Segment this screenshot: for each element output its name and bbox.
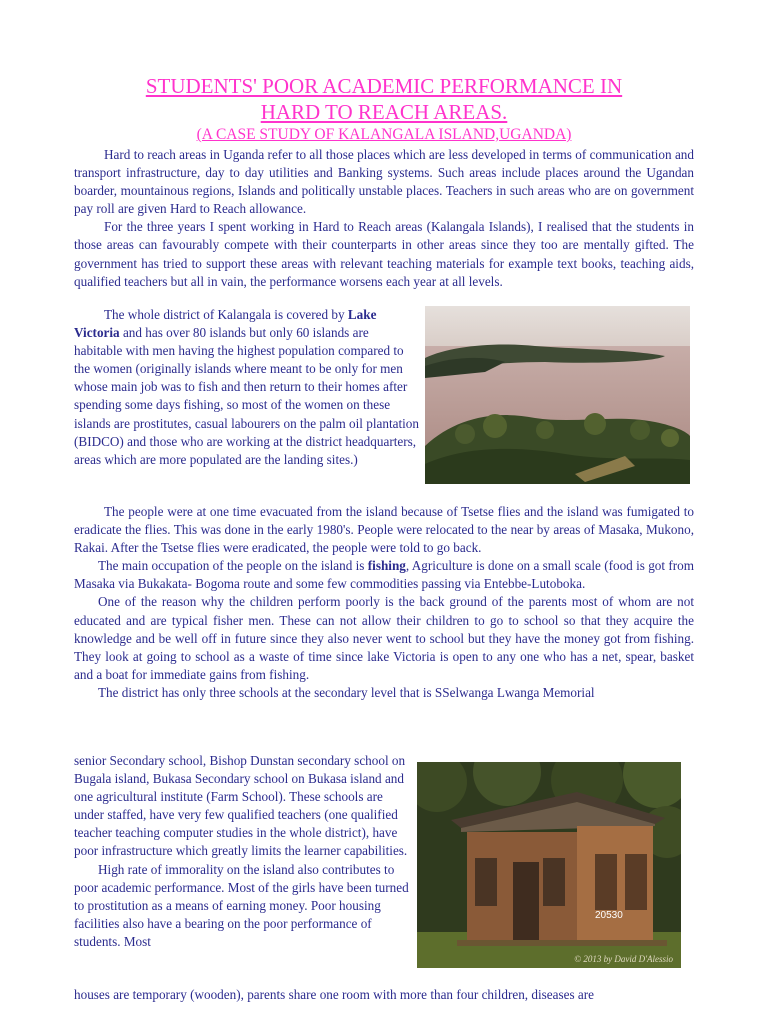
paragraph-8-last-line: houses are temporary (wooden), parents share one room with more than four children, diseases are <box>74 987 594 1002</box>
paragraph-8: High rate of immorality on the island also contributes to poor academic performance. Most of the girls have been turned to prostitution as a means of earning money. Poor housing facilities also have a bearing on the poor performance of students. Most <box>74 861 409 949</box>
final-line-block <box>74 986 694 1004</box>
hut-number: 20530 <box>595 910 623 921</box>
paragraph-2: For the three years I spent working in Hard to Reach areas (Kalangala Islands), I realised that the students in those areas can favourably compete with their counterparts in other areas since they too are mentally gifted. The government has tried to support these areas with relevant teaching materials for example text books, teaching aids, qualified teachers but all in vain, the performance worsens each year at all levels. <box>74 219 694 289</box>
fishing-bold: fishing <box>367 558 406 574</box>
hut-photo-watermark: © 2013 by David D'Alessio <box>574 954 673 964</box>
lake-victoria-bold: Lake Victoria <box>74 307 377 341</box>
paragraph-5-rest: , Agriculture is done on a small scale (food is got from Masaka via Bukakata- Bogoma route and some few commodities passing via Entebbe-Lutoboka. <box>74 558 694 592</box>
title-line-2: HARD TO REACH AREAS. <box>260 100 508 124</box>
paragraph-1: Hard to reach areas in Uganda refer to all those places which are less developed in terms of communication and transport infrastructure, day to day utilities and Banking systems. Such areas include places around the Ugandan boarder, mountainous regions, Islands and politically unstable places. Teachers in such areas who are on government pay roll are given Hard to Reach allowance. <box>74 147 694 217</box>
intro-block <box>74 146 694 291</box>
subtitle: (A CASE STUDY OF KALANGALA ISLAND,UGANDA) <box>196 126 572 143</box>
paragraph-5-lead: The main occupation of the people on the island is <box>98 558 368 574</box>
paragraph-3-lead: The whole district of Kalangala is covered by <box>104 307 348 322</box>
paragraph-3 <box>74 306 420 469</box>
paragraph-4: The people were at one time evacuated from the island because of Tsetse flies and the island was fumigated to eradicate the flies. This was done in the early 1980's. People were relocated to the near by areas of Masaka, Mukono, Rakai. After the Tsetse flies were eradicated, the people were told to go back. <box>74 504 694 556</box>
lower-side-block <box>74 752 414 951</box>
paragraph-5 <box>74 557 694 593</box>
paragraph-6: One of the reason why the children perform poorly is the back ground of the parents most of whom are not educated and are typical fisher men. These can not allow their children to go to school so that they acquire the knowledge and be well off in future since they also never went to school but they have the money got from fishing. They look at going to school as a waste of time since lake Victoria is open to any one who has a net, spear, basket and a boat for immediate gains from fishing. <box>74 594 694 682</box>
middle-block <box>74 503 694 702</box>
paragraph-3-block <box>74 306 420 469</box>
hut-photo <box>417 762 681 968</box>
paragraph-7: senior Secondary school, Bishop Dunstan secondary school on Bugala island, Bukasa Secondary school on Bukasa island and one agricultural institute (Farm School). These schools are under staffed, have very few qualified teachers (one qualified teacher teaching computer studies in the whole district), have poor infrastructure which greatly limits the learner capabilities. <box>74 753 408 859</box>
lake-photo <box>425 306 690 484</box>
title-line-1: STUDENTS' POOR ACADEMIC PERFORMANCE IN <box>145 74 623 98</box>
paragraph-7-first-line: The district has only three schools at the secondary level that is SSelwanga Lwanga Memorial <box>98 684 595 700</box>
paragraph-3-rest: and has over 80 islands but only 60 islands are habitable with men having the highest population compared to the women (originally islands where meant to be only for men whose main job was to fish and then return to their homes after spending some days fishing, so most of the women on these islands are prostitutes, casual labourers on the palm oil plantation (BIDCO) and those who are working at the district headquarters, areas which are more populated are the landing sites.) <box>74 325 419 467</box>
